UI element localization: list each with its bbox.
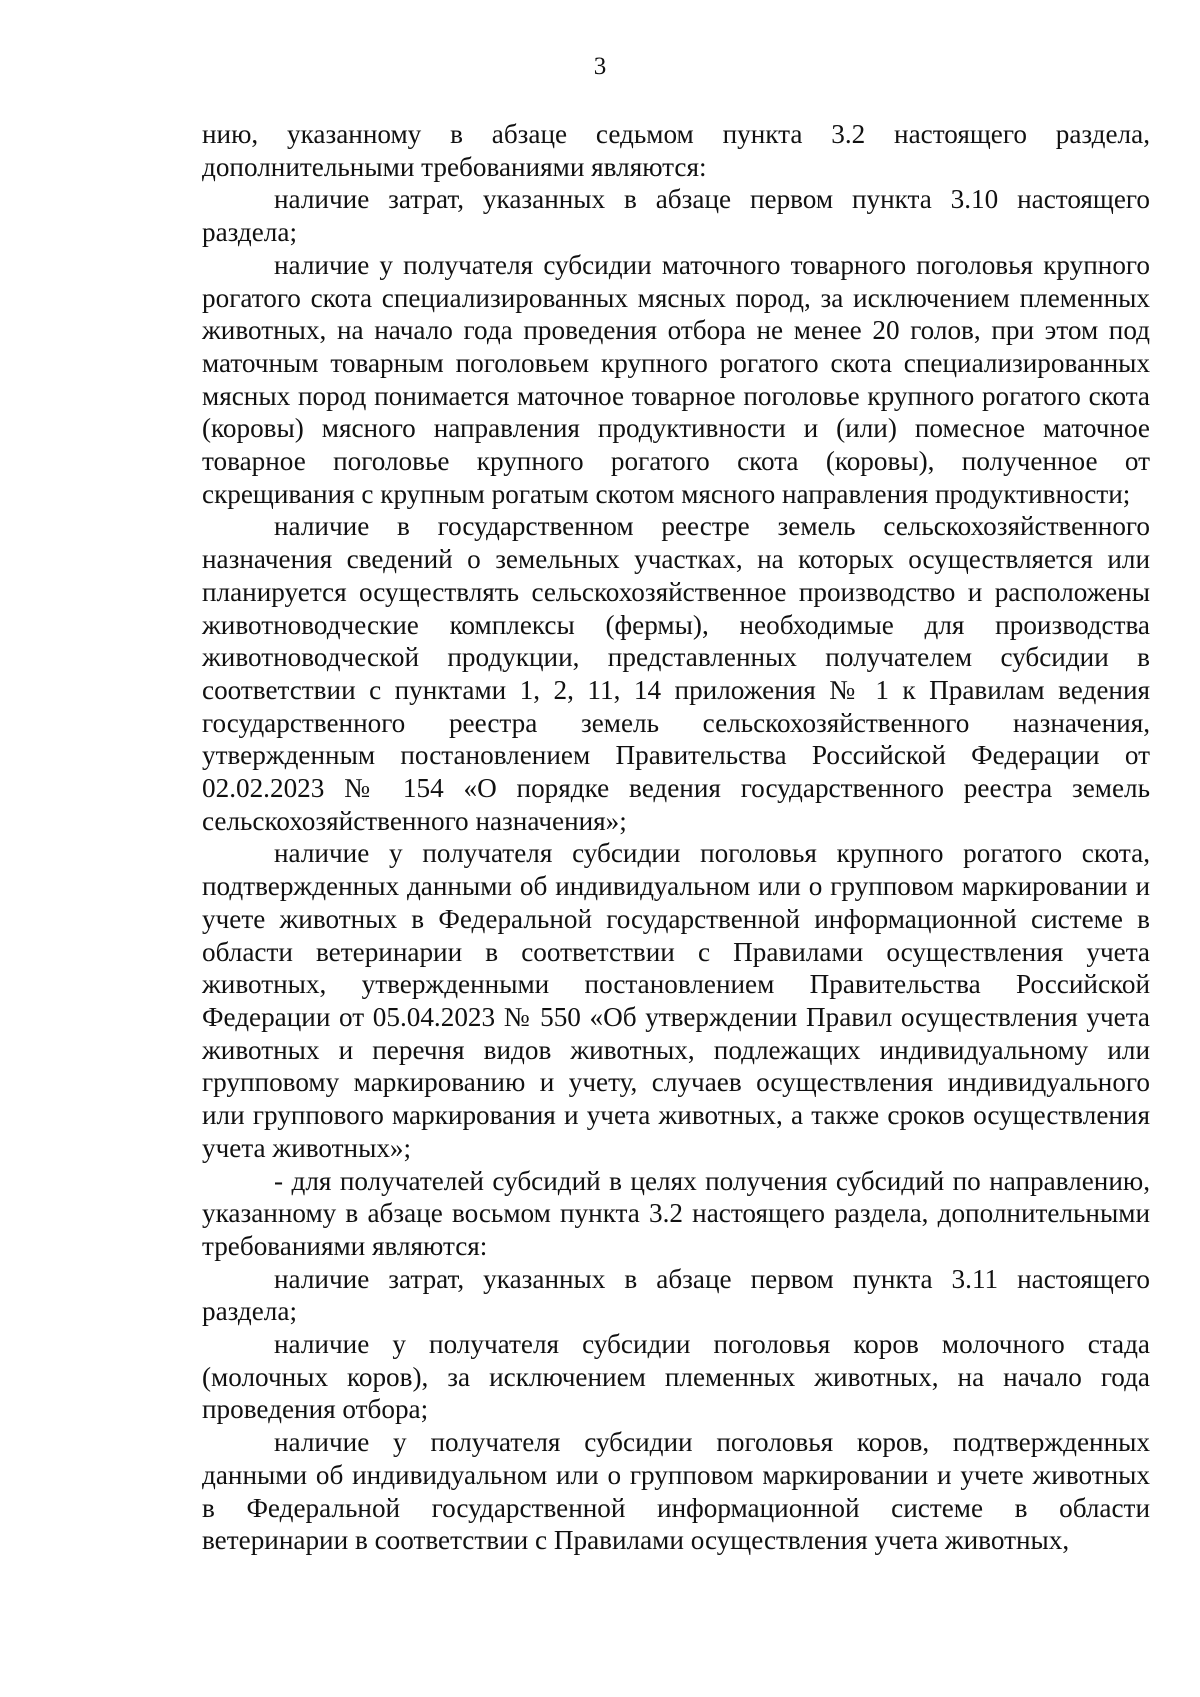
paragraph-last: наличие у получателя субсидии поголовья коров, подтвержденных данными об индивидуальном или о групповом маркировании и учете животных в Федеральной государственной информационной системе в области ветеринарии в соответствии с Правилами осуществления учета животных, bbox=[202, 1427, 1150, 1556]
paragraph: наличие у получателя субсидии маточного товарного поголовья крупного рогатого скота специализированных мясных пород, за исключением племенных животных, на начало года проведения отбора не менее 20 голов, при этом под маточным товарным поголовьем крупного рогатого скота специализированных мясных пород понимается маточное товарное поголовье крупного рогатого скота (коровы) мясного направления продуктивности и (или) помесное маточное товарное поголовье крупного рогатого скота (коровы), полученное от скрещивания с крупным рогатым скотом мясного направления продуктивности; bbox=[202, 249, 1150, 509]
paragraph-continuation: нию, указанному в абзаце седьмом пункта 3.2 настоящего раздела, дополнительными требованиями являются: bbox=[202, 119, 1150, 182]
paragraph: наличие у получателя субсидии поголовья коров молочного стада (молочных коров), за исключением племенных животных, на начало года проведения отбора; bbox=[202, 1329, 1150, 1425]
paragraph: наличие у получателя субсидии поголовья крупного рогатого скота, подтвержденных данными об индивидуальном или о групповом маркировании и учете животных в Федеральной государственной информационной системе в области ветеринарии в соответствии с Правилами осуществления учета животных, утвержденными постановлением Правительства Российской Федерации от 05.04.2023 № 550 «Об утверждении Правил осуществления учета животных и перечня видов животных, подлежащих индивидуальному или групповому маркированию и учету, случаев осуществления индивидуального или группового маркирования и учета животных, а также сроков осуществления учета животных»; bbox=[202, 838, 1150, 1163]
paragraph: - для получателей субсидий в целях получения субсидий по направлению, указанному в абзаце восьмом пункта 3.2 настоящего раздела, дополнительными требованиями являются: bbox=[202, 1165, 1150, 1261]
page-number: 3 bbox=[593, 53, 607, 80]
document-body bbox=[202, 118, 1150, 1557]
paragraph: наличие затрат, указанных в абзаце первом пункта 3.11 настоящего раздела; bbox=[202, 1263, 1150, 1327]
paragraph: наличие затрат, указанных в абзаце первом пункта 3.10 настоящего раздела; bbox=[202, 184, 1150, 248]
paragraph: наличие в государственном реестре земель сельскохозяйственного назначения сведений о земельных участках, на которых осуществляется или планируется осуществлять сельскохозяйственное производство и расположены животноводческие комплексы (фермы), необходимые для производства животноводческой продукции, представленных получателем субсидии в соответствии с пунктами 1, 2, 11, 14 приложения № 1 к Правилам ведения государственного реестра земель сельскохозяйственного назначения, утвержденным постановлением Правительства Российской Федерации от 02.02.2023 № 154 «О порядке ведения государственного реестра земель сельскохозяйственного назначения»; bbox=[202, 511, 1150, 836]
